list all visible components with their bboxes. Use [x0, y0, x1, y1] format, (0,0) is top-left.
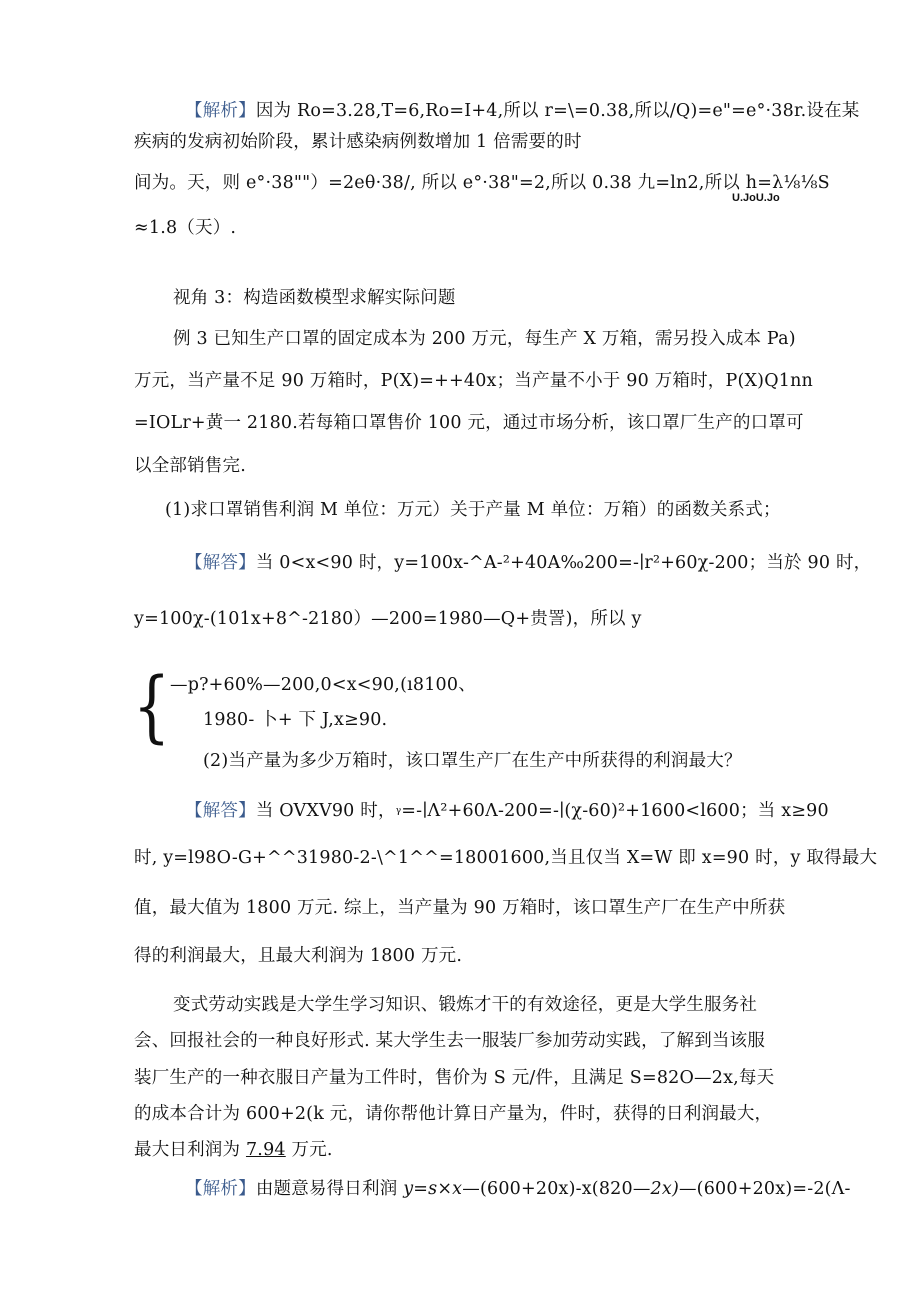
analysis-text: 因为 Ro=3.28,T=6,Ro=I+4,所以 r=\=0.38,所以/Q)=e"=e°·38r.设在某 — [255, 101, 860, 121]
variant-text-end: 万元. — [285, 1140, 333, 1160]
answer-2-line-1 — [185, 800, 829, 822]
answer-text: 当 0<x<90 时，y=100x-^A-²+40A‰200=-∣r²+60χ-200；当於 90 时， — [255, 553, 872, 573]
example-line-3: =IOLr+黄一 2180.若每箱口罩售价 100 元，通过市场分析，该口罩厂生产的口罩可 — [134, 413, 804, 433]
analysis-line-3: 间为。天，则 e°·38""）=2eθ·38/, 所以 e°·38"=2,所以 0.38 九=ln2,所以 h=λ⅛⅛S — [134, 173, 830, 193]
analysis-text-a: 由题意易得日利润 — [255, 1179, 404, 1199]
analysis-line-2: 疾病的发病初始阶段，累计感染病例数增加 1 倍需要的时 — [134, 132, 582, 152]
answer-tag: 【解答】 — [185, 801, 256, 821]
analysis-formula-2: 2x) — [650, 1179, 679, 1199]
analysis-text-c: —(600+20x)=-2(Λ- — [678, 1179, 851, 1199]
piecewise-brace: { — [133, 662, 171, 752]
answer-2-line-4: 得的利润最大，且最大利润为 1800 万元. — [134, 946, 463, 966]
answer-text: 当 OVXV90 时， — [255, 801, 396, 821]
answer-1-line-2: y=100χ-(101x+8^-2180）—200=1980—Q+贵詈)，所以 y — [134, 609, 642, 629]
question-1: (1)求口罩销售利润 M 单位：万元）关于产量 M 单位：万箱）的函数关系式； — [165, 500, 781, 520]
variant-answer: 7.94 — [245, 1140, 286, 1160]
variant-line-1: 变式劳动实践是大学生学习知识、锻炼才干的有效途径，更是大学生服务社 — [173, 995, 758, 1015]
answer-2-line-2: 时, y=l98O-G+^^31980-2-\^1^^=18001600,当且仅当 X=W 即 x=90 时，y 取得最大 — [134, 848, 878, 868]
piecewise-case-1: —p?+60%—200,0<x<90,(ı8100、 — [170, 675, 476, 695]
variant-text: 最大日利润为 — [134, 1140, 246, 1160]
answer-tag: 【解答】 — [185, 553, 256, 573]
section-title: 视角 3：构造函数模型求解实际问题 — [173, 288, 456, 308]
analysis-line-1 — [185, 100, 859, 122]
analysis-tag: 【解析】 — [185, 1179, 256, 1199]
piecewise-case-2: 1980- 卜+ 下 J,x≥90. — [203, 710, 388, 730]
analysis-tag: 【解析】 — [185, 101, 256, 121]
variant-line-4: 的成本合计为 600+2(k 元，请你帮他计算日产量为，件时，获得的日利润最大， — [134, 1104, 773, 1124]
last-analysis-line — [185, 1178, 851, 1200]
answer-text-cont: =-∣Λ²+60Λ-200=-∣(χ-60)²+1600<l600；当 x≥90 — [401, 801, 829, 821]
example-line-4: 以全部销售完. — [134, 456, 246, 476]
small-gamma: γ — [395, 806, 402, 816]
example-line-1: 例 3 已知生产口罩的固定成本为 200 万元，每生产 X 万箱，需另投入成本 Pa) — [173, 329, 796, 349]
answer-1-line-1 — [185, 552, 871, 574]
answer-2-line-3: 值，最大值为 1800 万元. 综上，当产量为 90 万箱时，该口罩生产厂在生产中所获 — [134, 898, 786, 918]
variant-line-2: 会、回报社会的一种良好形式. 某大学生去一服装厂参加劳动实践，了解到当该服 — [134, 1031, 766, 1051]
variant-line-3: 装厂生产的一种衣服日产量为工件时，售价为 S 元/件，且满足 S=82O—2x,每天 — [134, 1068, 775, 1088]
small-label: U.JoU.Jo — [732, 192, 780, 204]
analysis-text-b: —(600+20x)-x(820— — [462, 1179, 651, 1199]
variant-line-5 — [134, 1139, 333, 1161]
example-line-2: 万元，当产量不足 90 万箱时，P(X)=++40x；当产量不小于 90 万箱时，P(X)Q1nn — [134, 371, 814, 391]
analysis-line-4: ≈1.8（天）. — [134, 218, 237, 238]
analysis-formula-1: y=s×x — [403, 1179, 463, 1199]
question-2: (2)当产量为多少万箱时，该口罩生产厂在生产中所获得的利润最大？ — [203, 751, 742, 771]
